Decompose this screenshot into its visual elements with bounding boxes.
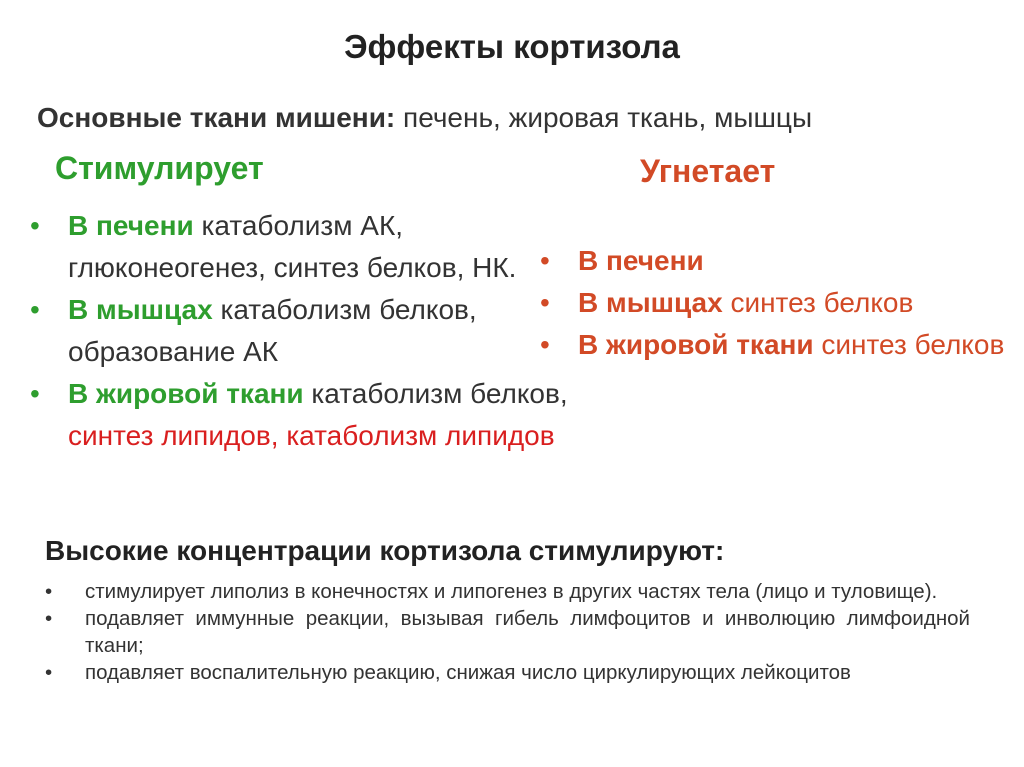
item-text: синтез белков (722, 287, 914, 318)
slide-title: Эффекты кортизола (344, 28, 680, 65)
list-item (540, 282, 1010, 324)
list-item (30, 289, 570, 373)
inhibits-list (540, 240, 1010, 366)
item-text: катаболизм белков, образование АК (68, 294, 477, 367)
high-concentration-heading: Высокие концентрации кортизола стимулируют: (45, 535, 725, 566)
list-item (30, 373, 570, 457)
bullet-icon: • (45, 661, 53, 684)
item-text: катаболизм АК, глюконеогенез, синтез белков, НК. (68, 210, 517, 283)
bullet-icon: • (540, 329, 550, 360)
item-text: подавляет воспалительную реакцию, снижая число циркулирующих лейкоцитов (85, 661, 851, 684)
bullet-icon: • (30, 210, 40, 241)
item-highlight: синтез липидов, катаболизм липидов (68, 420, 555, 451)
item-text: стимулирует липолиз в конечностях и липогенез в других частях тела (лицо и туловище). (85, 580, 938, 603)
item-bold: В жировой ткани (578, 329, 814, 360)
item-bold: В печени (68, 210, 194, 241)
item-text: синтез белков (813, 329, 1005, 360)
stimulates-list (30, 205, 570, 457)
list-item (540, 324, 1010, 366)
bullet-icon: • (540, 245, 550, 276)
item-bold: В мышцах (578, 287, 723, 318)
item-bold: В печени (578, 245, 704, 276)
target-tissues-value: печень, жировая ткань, мышцы (395, 102, 813, 133)
bullet-icon: • (30, 378, 40, 409)
inhibits-heading: Угнетает (640, 153, 776, 189)
list-item (45, 605, 970, 659)
item-bold: В мышцах (68, 294, 213, 325)
bullet-icon: • (30, 294, 40, 325)
item-text: катаболизм белков, (303, 378, 568, 409)
stimulates-heading: Стимулирует (55, 150, 264, 186)
target-tissues (37, 102, 812, 134)
item-bold: В жировой ткани (68, 378, 304, 409)
bullet-icon: • (540, 287, 550, 318)
item-text: подавляет иммунные реакции, вызывая гибель лимфоцитов и инволюцию лимфоидной ткани; (85, 607, 970, 657)
bullet-icon: • (45, 580, 53, 603)
list-item (540, 240, 1010, 282)
high-concentration-list (45, 578, 970, 686)
bullet-icon: • (45, 607, 53, 630)
list-item (30, 205, 570, 289)
list-item (45, 578, 970, 605)
target-tissues-label: Основные ткани мишени: (37, 102, 396, 133)
list-item (45, 659, 970, 686)
